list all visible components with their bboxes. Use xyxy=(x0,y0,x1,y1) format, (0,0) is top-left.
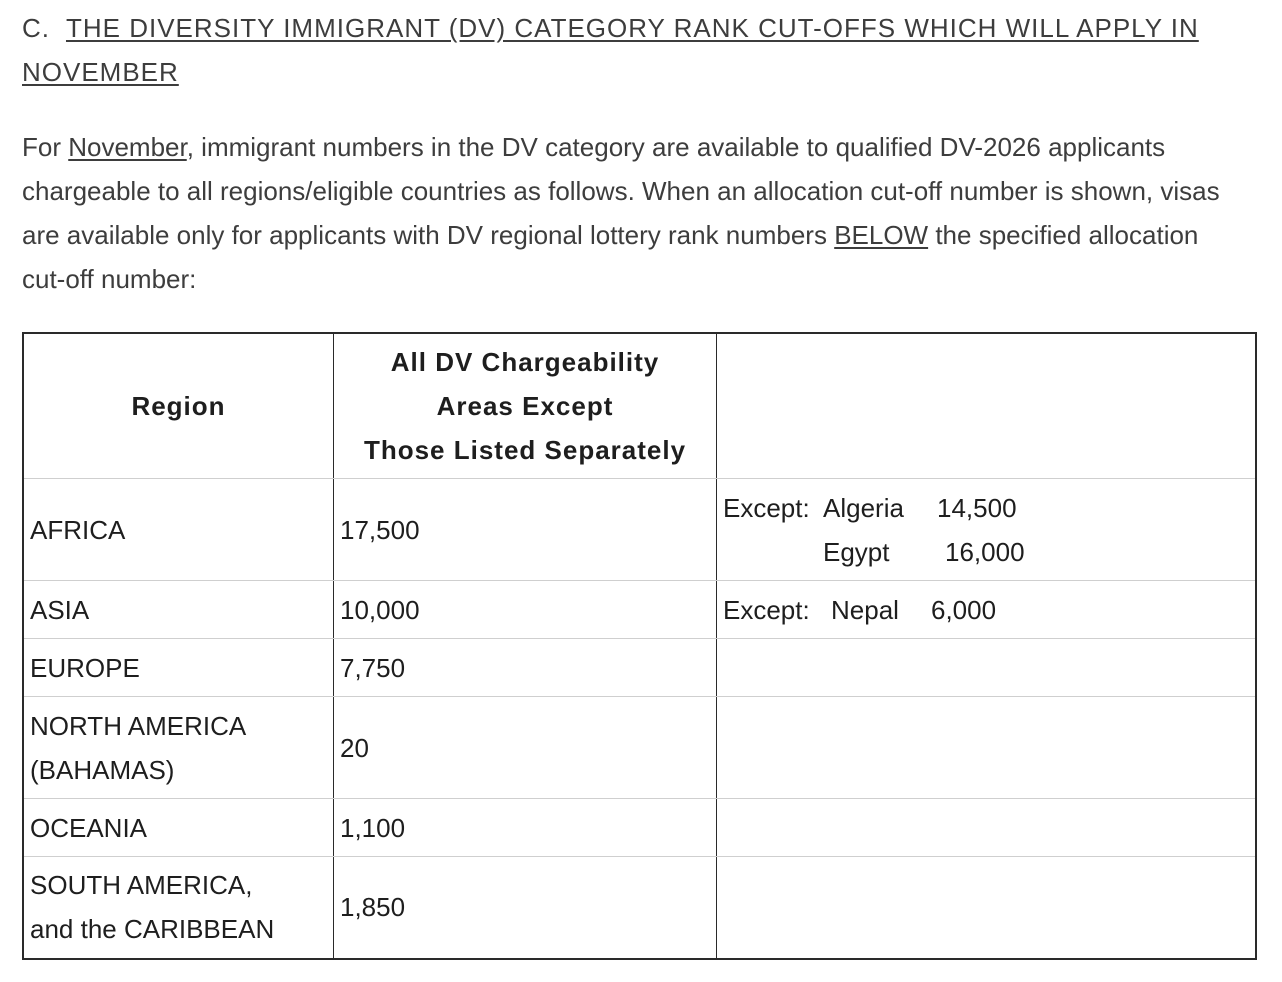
exceptions-cell xyxy=(717,857,1257,959)
exceptions-cell xyxy=(717,479,1257,581)
exception-country: Egypt xyxy=(823,536,890,567)
exceptions-cell xyxy=(717,799,1257,857)
section-heading xyxy=(22,6,1262,94)
exception-value: 16,000 xyxy=(945,536,1025,567)
cutoff-cell: 1,850 xyxy=(334,857,717,959)
header-all-line2: Areas Except xyxy=(436,391,614,421)
table-row-north-america xyxy=(23,697,1256,799)
exceptions-cell xyxy=(717,581,1257,639)
exception-value: 6,000 xyxy=(931,594,997,625)
table-row-south-america xyxy=(23,857,1256,959)
section-title: THE DIVERSITY IMMIGRANT (DV) CATEGORY RANK CUT-OFFS WHICH WILL APPLY IN NOVEMBER xyxy=(22,13,1199,87)
region-cell: AFRICA xyxy=(23,479,334,581)
region-cell xyxy=(23,697,334,799)
cutoff-cell: 10,000 xyxy=(334,581,717,639)
intro-month: November xyxy=(68,132,187,162)
cutoff-cell: 7,750 xyxy=(334,639,717,697)
region-line: SOUTH AMERICA, xyxy=(30,870,253,901)
region-cell xyxy=(23,857,334,959)
intro-after: the specified allocation cut-off number: xyxy=(22,220,1199,294)
exception-label xyxy=(723,530,823,574)
cutoff-cell: 1,100 xyxy=(334,799,717,857)
table-row-africa xyxy=(23,479,1256,581)
exception-country: Algeria xyxy=(823,492,904,523)
exception-line xyxy=(723,530,1249,574)
region-line: and the CARIBBEAN xyxy=(30,914,275,945)
header-all-line3: Those Listed Separately xyxy=(363,435,687,465)
exception-label: Except: xyxy=(723,492,810,523)
table-header-row xyxy=(23,333,1256,479)
intro-emphasis: BELOW xyxy=(834,220,929,250)
cutoff-table xyxy=(22,332,1257,960)
exception-line xyxy=(723,588,1249,632)
table-row-oceania xyxy=(23,799,1256,857)
header-exceptions xyxy=(717,333,1257,479)
table-row-europe xyxy=(23,639,1256,697)
cutoff-cell: 17,500 xyxy=(334,479,717,581)
exceptions-cell xyxy=(717,697,1257,799)
region-line: NORTH AMERICA xyxy=(30,710,247,741)
table-row-asia xyxy=(23,581,1256,639)
intro-middle: , immigrant numbers in the DV category are available to qualified DV-2026 applicants chargeable to all regions/eligible countries as follows. When an allocation cut-off number is shown, visas are available only for applicants with DV regional lottery rank numbers xyxy=(22,132,1220,250)
header-all-line1: All DV Chargeability xyxy=(390,347,660,377)
region-cell: EUROPE xyxy=(23,639,334,697)
exceptions-cell xyxy=(717,639,1257,697)
section-letter: C. xyxy=(22,13,50,43)
region-cell: OCEANIA xyxy=(23,799,334,857)
intro-paragraph xyxy=(22,125,1222,301)
cutoff-cell: 20 xyxy=(334,697,717,799)
exception-country: Nepal xyxy=(831,594,899,625)
intro-before: For xyxy=(22,132,69,162)
region-cell: ASIA xyxy=(23,581,334,639)
exception-label: Except: xyxy=(723,594,810,625)
header-all-areas xyxy=(334,333,717,479)
exception-value: 14,500 xyxy=(937,492,1017,523)
exception-line xyxy=(723,486,1249,530)
region-line: (BAHAMAS) xyxy=(30,754,175,785)
header-region: Region xyxy=(23,333,334,479)
